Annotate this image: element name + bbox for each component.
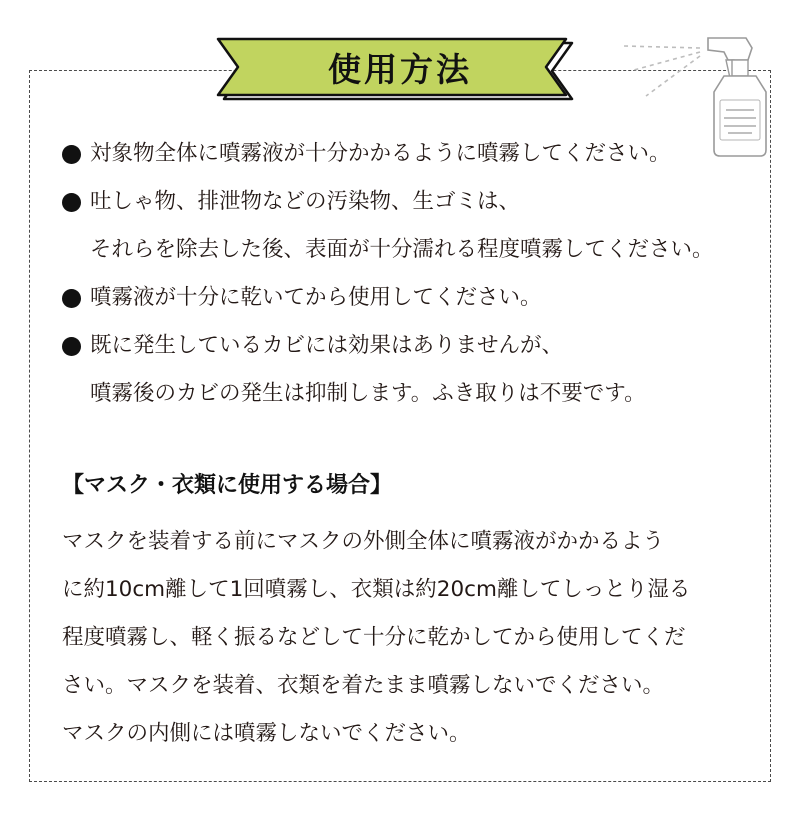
bullet-item (62, 274, 782, 322)
bullet-text-continuation: それらを除去した後、表面が十分濡れる程度噴霧してください。 (90, 237, 714, 262)
page-title: 使用方法 (328, 50, 472, 89)
bullet-item (62, 130, 782, 178)
paragraph-line: マスクの内側には噴霧しないでください。 (62, 721, 471, 746)
title-ribbon (216, 37, 584, 103)
paragraph-line: マスクを装着する前にマスクの外側全体に噴霧液がかかるよう (62, 529, 665, 554)
bullet-item (62, 322, 782, 418)
bullet-text: 対象物全体に噴霧液が十分かかるように噴霧してください。 (90, 141, 671, 166)
paragraph-line: に約10cm離して1回噴霧し、衣類は約20cm離してしっとり湿る (62, 577, 691, 602)
section-heading: 【マスク・衣類に使用する場合】 (62, 473, 393, 498)
bullet-text: 吐しゃ物、排泄物などの汚染物、生ゴミは、 (90, 189, 521, 214)
bullet-icon (62, 193, 81, 212)
paragraph-line: さい。マスクを装着、衣類を着たまま噴霧しないでください。 (62, 673, 665, 698)
bullet-text-continuation: 噴霧後のカビの発生は抑制します。ふき取りは不要です。 (90, 381, 646, 406)
bullet-icon (62, 337, 81, 356)
bullet-text: 既に発生しているカビには効果はありませんが、 (90, 333, 564, 358)
bullet-text: 噴霧液が十分に乾いてから使用してください。 (90, 285, 542, 310)
bullet-icon (62, 289, 81, 308)
paragraph-line: 程度噴霧し、軽く振るなどして十分に乾かしてから使用してくだ (62, 625, 686, 650)
bullet-item (62, 178, 782, 274)
mask-clothing-paragraph (62, 518, 762, 758)
usage-bullet-list (62, 130, 782, 418)
bullet-icon (62, 145, 81, 164)
